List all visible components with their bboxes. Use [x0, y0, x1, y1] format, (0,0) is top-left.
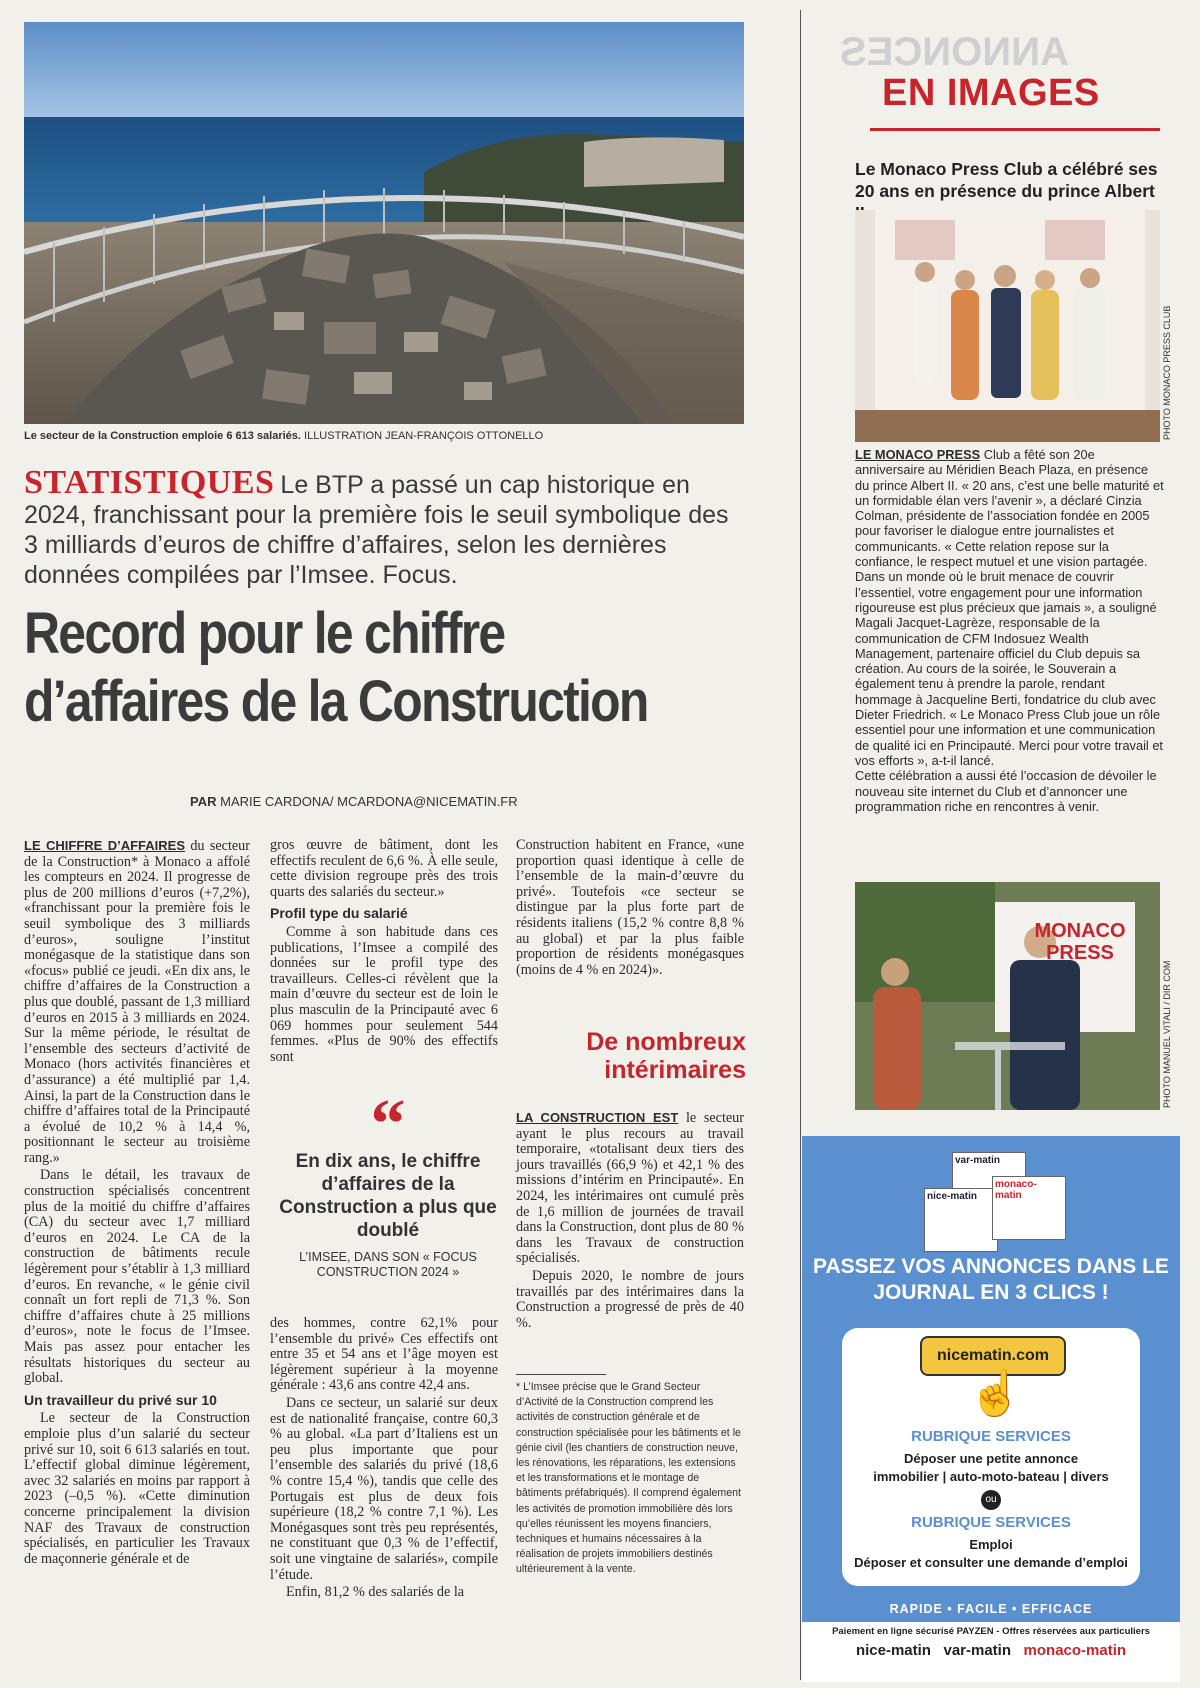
rubrique-services-title: RUBRIQUE SERVICES	[911, 1514, 1071, 1531]
ou-badge: ou	[981, 1490, 1001, 1510]
subheading: Profil type du salarié	[270, 905, 408, 922]
subheading-interim: De nombreux intérimaires	[586, 1028, 746, 1084]
section-label: STATISTIQUES	[24, 464, 275, 501]
subheading: Un travailleur du privé sur 10	[24, 1391, 217, 1408]
ad-title: PASSEZ VOS ANNONCES DANS LE JOURNAL EN 3 CLICS !	[813, 1255, 1169, 1304]
en-images-banner: EN IMAGES	[870, 70, 1160, 128]
article-headline: Record pour le chiffre d’affaires de la Construction	[24, 601, 648, 734]
sidebar-headline: Le Monaco Press Club a célébré ses 20 ans en présence du prince Albert	[855, 159, 1158, 201]
press-club-group-photo	[855, 210, 1160, 442]
newspaper-icon: nice-matin	[924, 1188, 998, 1252]
article-column-3b: LA CONSTRUCTION EST le secteur ayant le plus recours au travail temporaire, «totalisant deux tiers des jours travaillés (66,9 %) et 42,1 % des missions d’intérim en Principauté». En 2024, les intérimaires ont cumulé près de 1,6 million de journées de travail dans la Construction, dont plus de 80 % dans les Travaux de construction spécialisés. Depuis 2020, le nombre de jours travaillés par des intérimaires dans la Construction a progressé de près de 40 %.	[516, 1110, 744, 1331]
brand-nice-matin[interactable]: nice-matin	[855, 1642, 931, 1659]
hand-pointer-icon: ☝	[968, 1368, 1023, 1419]
footnote-rule	[516, 1374, 606, 1375]
classifieds-ad[interactable]	[802, 1136, 1180, 1644]
photo-caption: Le secteur de la Construction emploie 6 613 salariés. ILLUSTRATION JEAN-FRANÇOIS OTTONELLO	[24, 430, 544, 442]
rubrique-line: Déposer et consulter une demande d’emploi	[854, 1555, 1128, 1570]
rubrique-line: immobilier | auto-moto-bateau | divers	[873, 1469, 1109, 1484]
article-column-3: Construction habitent en France, «une proportion quasi identique à celle de l’ensemble de la main-d’œuvre du privé». Toutefois «ce secteur se distingue par la plus forte part de résidents italiens (15,2 % contre 8,8 % au global) et par la plus faible proportion de résidents monégasques (moins de 4 % en 2024)».	[516, 837, 744, 978]
byline: PAR MARIE CARDONA/ MCARDONA@NICEMATIN.FR	[190, 794, 518, 809]
prince-speech-photo	[855, 882, 1160, 1110]
quote-icon: “	[370, 1086, 406, 1163]
construction-photo	[24, 22, 744, 424]
rubrique-line: Emploi	[969, 1537, 1013, 1552]
rubrique-line: Déposer une petite annonce	[903, 1451, 1079, 1466]
photo-credit: PHOTO MONACO PRESS CLUB	[1162, 305, 1172, 440]
article-kicker: STATISTIQUES Le BTP a passé un cap historique en 2024, franchissant pour la première fois le seuil symbolique des 3 milliards d’euros de chiffre d’affaires, selon les dernières données compilées par l’Imsee. Focus.	[24, 464, 729, 589]
brand-var-matin[interactable]: var-matin	[943, 1642, 1012, 1659]
ad-footer: Paiement en ligne sécurisé PAYZEN - Offres réservées aux particuliers nice-matin var-matin monaco-matin	[802, 1622, 1180, 1682]
monaco-press-sign: MONACO PRESS	[1034, 920, 1126, 964]
column-divider	[800, 10, 801, 1680]
article-column-1: LE CHIFFRE D’AFFAIRES du secteur de la Construction* à Monaco a affolé les compteurs en 2024. Il progresse de plus de 200 millions d’euros (+7,2%), «franchissant pour la première fois le seuil symbolique des 3 milliards d’euros», souligne l’institut monégasque de la statistique dans son «focus» publié ce jeudi. «En dix ans, le chiffre d’affaires de la Construction a plus que doublé, passant de 1,3 milliard d’euros en 2015 à 3 milliards en 2024. Sur la même période, le résultat de l’ensemble des secteurs d’activité de Monaco (hors activités financières et d’assurance) a été multiplié par 1,4. Ainsi, la part de la Construction dans le chiffre d’affaires total de la Principauté a évolué de 10,2 % à 14,4 %, positionnant le secteur au troisième rang.» Dans le détail, les travaux de construction spécialisés concentrent plus de la moitié du chiffre d’affaires (CA) du secteur avec 1,7 milliard d’euros en 2024. Le CA de la construction de bâtiments recule légèrement pour s’établir à 1,3 milliard d’euros. En revanche, « le génie civil connaît un fort repli de 71,3 %. Son chiffre d’affaires chute à 25 millions d’euros», note le focus de l’Imsee. Mais pas assez pour entacher les résultats historiques du secteur au global. Un travailleur du privé sur 10 Le secteur de la Construction emploie plus d’un salarié du secteur privé sur 10, soit 6 613 salariés en tout. L’effectif global diminue légèrement, avec 32 salariés en moins par rapport à 2023 (–0,5 %). «Cette diminution concerne principalement la division NAF des Travaux de construction spécialisés, en particulier les Travaux de maçonnerie générale et de	[24, 838, 251, 1567]
rubrique-services-title: RUBRIQUE SERVICES	[911, 1428, 1071, 1445]
article-column-2: gros œuvre de bâtiment, dont les effectifs reculent de 6,6 %. À elle seule, cette division regroupe près des trois quarts des salariés du secteur.» Profil type du salarié Comme à son habitude dans ces publications, l’Imsee a compilé des données sur le profil type des travailleurs. Celles-ci révèlent que la main d’œuvre du secteur est de loin le plus masculin de la Principauté avec 6 069 hommes pour seulement 544 femmes. «Plus de 90% des effectifs sont	[270, 837, 498, 1065]
ad-tagline: RAPIDE • FACILE • EFFICACE	[889, 1602, 1093, 1616]
footnote: * L’Imsee précise que le Grand Secteur d’Activité de la Construction comprend les activités de construction générale et de construction spécialisée pour les bâtiments et le génie civil (les chantiers de construction neuve, les rénovations, les réparations, les extensions et les transformations et le montage de bâtiments préfabriqués). Il comprend également les activités de promotion immobilière dès lors qu’elles réunissent les moyens financiers, techniques et humains nécessaires à la réalisation de projets immobiliers destinés ultérieurement à la vente.	[516, 1381, 741, 1576]
nicematin-link[interactable]: nicematin.com	[920, 1336, 1066, 1376]
sidebar-text: LE MONACO PRESS Club a fêté son 20e anniversaire au Méridien Beach Plaza, en présence du prince Albert II. « 20 ans, c’est une belle maturité et un formidable élan vers l’avenir », a déclaré Cinzia Colman, présidente de l’association fondée en 2005 pour favoriser le dialogue entre journalistes et communicants. « Cette relation repose sur la confiance, le respect mutuel et une vision partagée. Dans un monde où le bruit menace de couvrir l’essentiel, votre engagement pour une information rigoureuse est plus précieux que jamais », a souligné Magali Jacquet-Lagrèze, responsable de la communication de CFM Indosuez Wealth Management, partenaire officiel du Club depuis sa création. Au cours de la soirée, le Souverain a également tenu à prendre la parole, rendant hommage à Jacqueline Berti, fondatrice du club avec Dieter Friedrich. « Le Monaco Press Club joue un rôle essentiel pour une information et une communication de qualité ici en Principauté. Merci pour votre travail et vos efforts », a-t-il lancé. Cette célébration a aussi été l’occasion de dévoiler le nouveau site internet du Club et d’annoncer une programmation riche en rencontres à venir.	[855, 447, 1164, 814]
newspaper-icon: monaco-matin	[992, 1176, 1066, 1240]
article-column-2b: des hommes, contre 62,1% pour l’ensemble du privé» Ces effectifs ont entre 35 et 54 ans et l’âge moyen est légèrement supérieur à la moyenne générale : 43,6 ans contre 42,4 ans. Dans ce secteur, un salarié sur deux est de nationalité française, contre 60,3 % au global. «La part d’Italiens est un peu plus importante que pour l’ensemble des salariés du privé (18,6 % contre 15,4 %), tandis que celle des Portugais est plus de deux fois supérieure (18,2 % contre 7,1 %). Les Monégasques sont très peu représentés, ne constituant que 0,3 % de l’effectif, soit une vingtaine de salariés», compile l’étude. Enfin, 81,2 % des salariés de la	[270, 1315, 498, 1601]
newspaper-icon: var-matin	[952, 1152, 1026, 1216]
pull-quote: “ En dix ans, le chiffre d’affaires de la Construction a plus que doublé L’IMSEE, DANS SON « FOCUS CONSTRUCTION 2024 »	[270, 1100, 506, 1280]
show-through-text: ANNONCES	[840, 30, 1069, 74]
photo-credit: PHOTO MANUEL VITALI / DIR COM	[1162, 960, 1172, 1108]
ad-panel	[842, 1328, 1140, 1586]
brand-monaco-matin[interactable]: monaco-matin	[1023, 1642, 1127, 1659]
